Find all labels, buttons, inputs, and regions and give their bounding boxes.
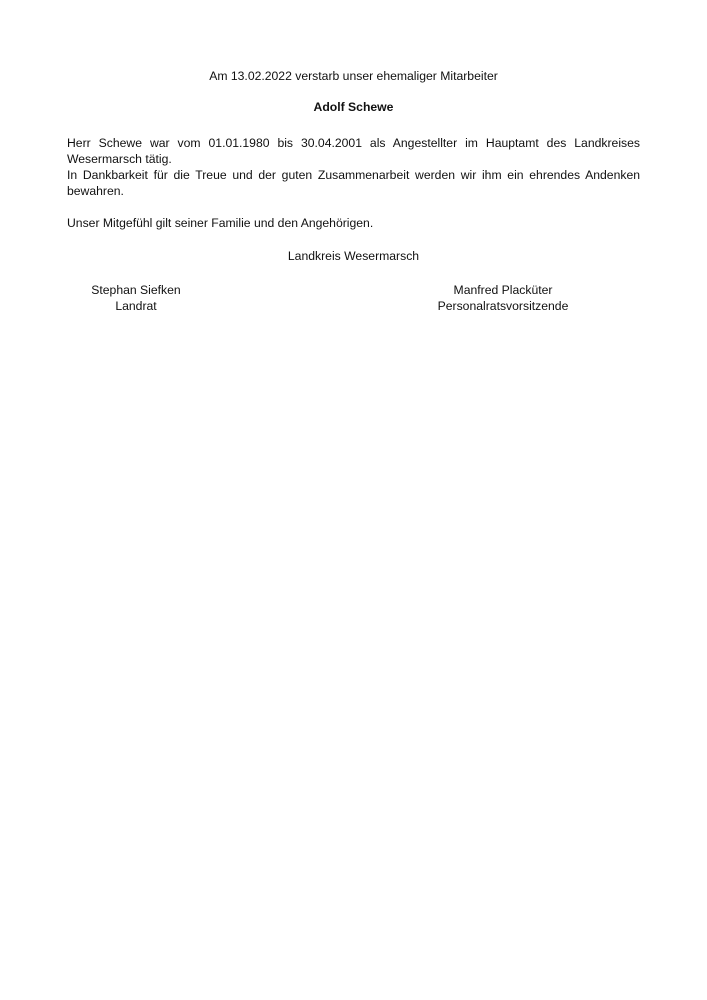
signatory-role-right: Personalratsvorsitzende <box>437 299 569 313</box>
signatory-role-left: Landrat <box>115 299 157 313</box>
condolence-paragraph: Unser Mitgefühl gilt seiner Familie und den Angehörigen. <box>67 216 374 230</box>
gratitude-paragraph: In Dankbarkeit für die Treue und der guten Zusammenarbeit werden wir ihm ein ehrendes Andenken bewahren. <box>67 168 640 198</box>
intro-line: Am 13.02.2022 verstarb unser ehemaliger Mitarbeiter <box>209 69 498 83</box>
signature-right <box>436 282 570 314</box>
employment-paragraph: Herr Schewe war vom 01.01.1980 bis 30.04.2001 als Angestellter im Hauptamt des Landkreises Wesermarsch tätig. <box>67 136 640 166</box>
signatory-name-right: Manfred Placküter <box>453 283 553 297</box>
signature-left <box>78 282 194 314</box>
organization-name: Landkreis Wesermarsch <box>287 249 420 263</box>
signatory-name-left: Stephan Siefken <box>91 283 181 297</box>
deceased-name: Adolf Schewe <box>313 100 394 114</box>
